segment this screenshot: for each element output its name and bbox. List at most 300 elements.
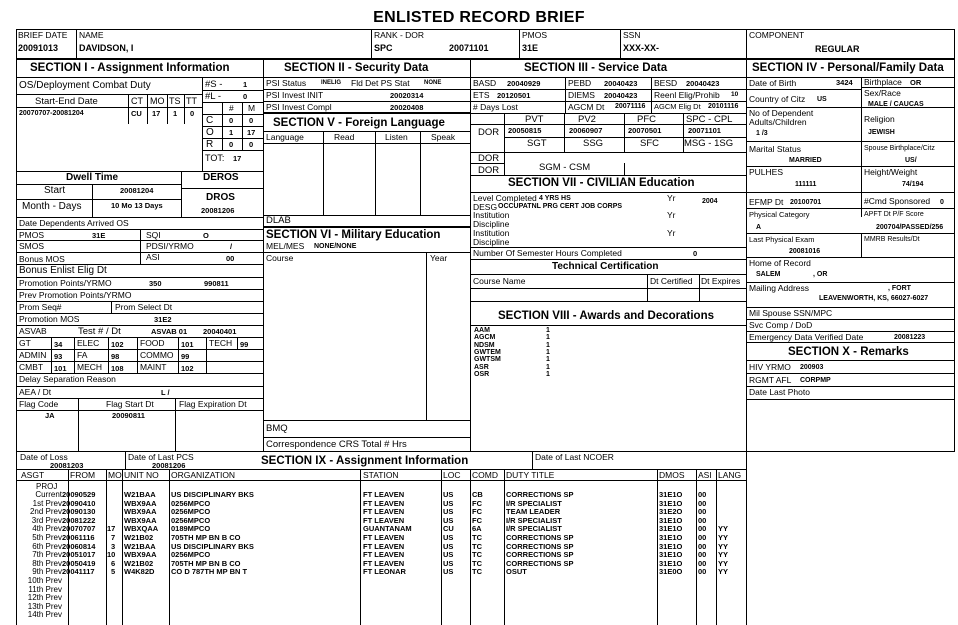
ets-value: 20120501 xyxy=(497,91,531,100)
assignment-cell-station: FT LEAVEN xyxy=(363,498,405,508)
promotion-points-value: 350 xyxy=(149,279,162,288)
test-number-value: ASVAB 01 xyxy=(151,327,188,336)
mo-header: MO xyxy=(150,96,165,106)
assignment-cell-comd: FC xyxy=(472,498,482,508)
assignment-cell-duty: OSUT xyxy=(506,567,527,577)
num-l-label: #L - xyxy=(205,91,222,102)
assignment-cell-lang: YY xyxy=(718,533,729,542)
dor-value: 20071101 xyxy=(449,43,489,53)
assignment-cell-duty: I/R SPECIALIST xyxy=(506,515,562,525)
semester-hours-label: Number Of Semester Hours Completed xyxy=(473,248,622,258)
rank-label: RANK - DOR xyxy=(374,30,425,40)
award-count: 1 xyxy=(546,356,550,364)
asi-value: 00 xyxy=(226,254,235,263)
rank-header: PFC xyxy=(637,114,656,125)
religion-value: JEWISH xyxy=(868,129,895,136)
table-column-divider xyxy=(106,469,107,625)
bmq-label: BMQ xyxy=(266,423,288,434)
country-label: Country of Citz xyxy=(749,94,806,104)
tot-value: 17 xyxy=(233,154,242,163)
apft-value: 200704/PASSED/256 xyxy=(876,224,944,231)
assignment-cell-asi: 00 xyxy=(698,550,707,560)
assignment-cell-asi: 00 xyxy=(698,515,707,525)
assignment-cell-loc: US xyxy=(443,515,454,525)
assignment-cell-duty: CORRECTIONS SP xyxy=(506,490,574,499)
assignment-cell-duty: CORRECTIONS SP xyxy=(506,533,574,542)
assignment-row-label: 1st Prev xyxy=(32,498,62,508)
pulhes-value: 111111 xyxy=(795,181,817,188)
dwell-start-label: Start xyxy=(44,185,66,196)
assignment-cell-station: FT LEAVEN xyxy=(363,541,405,551)
asvab-score-label: ADMIN xyxy=(19,350,47,360)
rank-dor-value: 20060907 xyxy=(569,126,603,135)
assignment-cell-asi: 00 xyxy=(698,541,707,551)
assignment-cell-unit: WBX9AA xyxy=(124,515,157,525)
assignment-header: MO xyxy=(108,470,122,480)
assignment-cell-asi: 00 xyxy=(698,533,707,542)
hash-header: # xyxy=(229,103,234,113)
assignment-cell-dmos: 31E1O xyxy=(659,490,683,499)
assignment-cell-asi: 00 xyxy=(698,558,707,568)
dlab-label: DLAB xyxy=(266,215,291,226)
days-lost-label: # Days Lost xyxy=(473,102,518,112)
flag-start-label: Flag Start Dt xyxy=(106,399,154,409)
assignment-cell-comd: TC xyxy=(472,541,482,551)
assignment-cell-lang: YY xyxy=(718,558,729,568)
assignment-row-label: Current xyxy=(35,490,62,499)
assignment-cell-lang: YY xyxy=(718,567,729,577)
diems-value: 20040423 xyxy=(604,91,638,100)
aea-value: L / xyxy=(161,388,170,397)
assignment-cell-org: US DISCIPLINARY BKS xyxy=(171,541,254,551)
asvab-score-label: FA xyxy=(77,350,88,360)
rank-header-2: SGT xyxy=(527,138,547,149)
reenl-value: 10 xyxy=(731,91,739,98)
asvab-score-value: 93 xyxy=(54,352,63,361)
rank-header-2: MSG - 1SG xyxy=(684,138,734,149)
semester-hours-value: 0 xyxy=(693,249,698,258)
assignment-cell-station: FT LEAVEN xyxy=(363,558,405,568)
table-column-divider xyxy=(169,469,170,625)
apft-label: APFT Dt P/F Score xyxy=(864,211,924,218)
assignment-cell-dmos: 31E1O xyxy=(659,550,683,560)
r-months: 0 xyxy=(249,140,254,149)
institution-label-2: Institution xyxy=(473,228,510,238)
assignment-cell-org: 0256MPCO xyxy=(171,550,211,560)
discipline-label-2: Discipline xyxy=(473,237,510,247)
mailing-address-line-2: LEAVENWORTH, KS, 66027-6027 xyxy=(819,295,929,302)
dros-value: 20081206 xyxy=(201,206,235,215)
deros-label: DEROS xyxy=(203,172,239,183)
o-count: 1 xyxy=(229,128,234,137)
assignment-header: ASGT xyxy=(21,470,45,480)
agcm-elig-value: 20101116 xyxy=(708,103,739,110)
promotion-points-label: Promotion Points/YRMO xyxy=(19,278,112,288)
award-code: OSR xyxy=(474,370,490,378)
rank-header-2: SFC xyxy=(640,138,659,149)
rank-header: SPC - CPL xyxy=(686,114,733,125)
assignment-cell-from: 20070707 xyxy=(62,524,96,534)
fld-det-label: Fld Det PS Stat xyxy=(351,78,410,88)
assignment-cell-dmos: 31E2O xyxy=(659,507,683,517)
section-8-title: SECTION VIII - Awards and Decorations xyxy=(498,310,714,322)
asvab-score-value: 101 xyxy=(181,340,194,349)
dt-certified-header: Dt Certified xyxy=(650,276,693,286)
assignment-cell-org: 0256MPCO xyxy=(171,515,211,525)
section-1-title: SECTION I - Assignment Information xyxy=(30,62,230,74)
assignment-header: COMD xyxy=(472,470,498,480)
last-physical-value: 20081016 xyxy=(789,248,821,255)
award-code: ASR xyxy=(474,363,489,371)
assignment-cell-asi: 00 xyxy=(698,567,707,577)
assignment-cell-asi: 00 xyxy=(698,507,707,517)
rgmt-value: CORPMP xyxy=(800,377,831,384)
delay-separation-label: Delay Separation Reason xyxy=(19,374,116,384)
assignment-cell-lang: YY xyxy=(718,541,729,551)
name-label: NAME xyxy=(79,30,104,40)
table-column-divider xyxy=(504,469,505,625)
assignment-cell-unit: W21BAA xyxy=(124,490,156,499)
assignment-cell-org: 0256MPCO xyxy=(171,498,211,508)
assignment-cell-duty: CORRECTIONS SP xyxy=(506,550,574,560)
assignment-cell-unit: WBX9AA xyxy=(124,550,157,560)
assignment-header: FROM xyxy=(70,470,96,480)
last-pcs-value: 20081206 xyxy=(152,461,186,470)
desg-label: DESG xyxy=(473,202,498,212)
asvab-score-value: 99 xyxy=(240,340,249,349)
dor-label-1: DOR xyxy=(478,127,500,138)
yr-label-3: Yr xyxy=(667,228,676,238)
assignment-cell-mo: 17 xyxy=(107,524,116,534)
c-count: 0 xyxy=(229,116,234,125)
assignment-row-label: 11th Prev xyxy=(28,584,62,594)
pdsi-label: PDSI/YRMO xyxy=(146,241,194,251)
assignment-row-label: 14th Prev xyxy=(27,610,62,620)
asvab-score-label: FOOD xyxy=(140,338,165,348)
marital-status-value: MARRIED xyxy=(789,157,822,164)
prev-promotion-label: Prev Promotion Points/YRMO xyxy=(19,290,132,300)
assignment-cell-loc: US xyxy=(443,490,454,499)
section-7-title: SECTION VII - CIVILIAN Education xyxy=(508,177,695,189)
assignment-cell-loc: US xyxy=(443,567,454,577)
adults-children-label: Adults/Children xyxy=(749,117,807,127)
rank-header-2: SSG xyxy=(583,138,604,149)
assignment-cell-comd: FC xyxy=(472,507,482,517)
institution-label-1: Institution xyxy=(473,210,510,220)
assignment-cell-dmos: 31E1O xyxy=(659,498,683,508)
ssn-label: SSN xyxy=(623,30,641,40)
yr-value-1: 2004 xyxy=(702,198,718,205)
assignment-cell-mo: 7 xyxy=(111,533,116,542)
svc-comp-label: Svc Comp / DoD xyxy=(749,320,813,330)
assignment-row-label: 7th Prev xyxy=(32,550,62,560)
assignment-cell-comd: TC xyxy=(472,558,482,568)
table-column-divider xyxy=(122,469,123,625)
award-count: 1 xyxy=(546,334,550,342)
dwell-time-label: Dwell Time xyxy=(66,172,119,183)
dt-expires-header: Dt Expires xyxy=(701,276,741,286)
asvab-score-value: 101 xyxy=(54,364,67,373)
assignment-cell-station: FT LEAVEN xyxy=(363,533,405,542)
flag-expiration-label: Flag Expiration Dt xyxy=(179,399,247,409)
assignment-cell-from: 20090529 xyxy=(62,490,96,499)
assignment-row-label: 9th Prev xyxy=(32,567,62,577)
award-count: 1 xyxy=(546,341,550,349)
table-column-divider xyxy=(696,469,697,625)
correspondence-label: Correspondence CRS Total # Hrs xyxy=(266,439,407,450)
proj-label: PROJ xyxy=(36,482,58,491)
asvab-score-value: 102 xyxy=(111,340,124,349)
rank-dor-value: 20071101 xyxy=(688,126,721,135)
month-days-value: 10 Mo 13 Days xyxy=(111,201,163,210)
m-header: M xyxy=(248,103,256,113)
assignment-cell-unit: W4K82D xyxy=(124,567,155,577)
os-deployment-label: OS/Deployment Combat Duty xyxy=(19,80,151,91)
yr-label-1: Yr xyxy=(667,193,676,203)
assignment-row-label: 4th Prev xyxy=(32,524,62,534)
assignment-cell-org: 705TH MP BN B CO xyxy=(171,533,241,542)
assignment-cell-duty: I/R SPECIALIST xyxy=(506,524,562,534)
rank-header: PV2 xyxy=(578,114,596,125)
emergency-data-value: 20081223 xyxy=(894,334,926,341)
mel-mes-value: NONE/NONE xyxy=(314,243,357,250)
assignment-cell-lang: YY xyxy=(718,550,729,560)
psi-status-label: PSI Status xyxy=(266,78,307,88)
fld-det-value: NONE xyxy=(424,80,442,86)
brief-date-label: BRIEF DATE xyxy=(18,30,68,40)
psi-compl-label: PSI Invest Compl xyxy=(266,102,332,112)
assignment-header: DUTY TITLE xyxy=(506,470,555,480)
asvab-score-value: 99 xyxy=(181,352,190,361)
r-label: R xyxy=(206,139,214,150)
asvab-score-label: TECH xyxy=(209,338,233,348)
cmd-sponsored-label: #Cmd Sponsored xyxy=(864,196,931,206)
assignment-cell-from: 20041117 xyxy=(62,567,95,577)
bonus-mos-label: Bonus MOS xyxy=(19,254,65,264)
deploy-row-tt: 0 xyxy=(190,109,195,118)
dor-label-2: DOR xyxy=(478,153,500,164)
speak-header: Speak xyxy=(431,132,456,142)
c-months: 0 xyxy=(249,116,254,125)
assignment-cell-comd: 6A xyxy=(472,524,482,534)
assignment-cell-mo: 3 xyxy=(111,541,116,551)
o-label: O xyxy=(206,127,214,138)
assignment-header: STATION xyxy=(363,470,399,480)
assignment-cell-mo: 5 xyxy=(111,567,116,577)
physical-category-label: Physical Category xyxy=(749,210,810,219)
ets-label: ETS xyxy=(473,90,490,100)
dob-label: Date of Birth xyxy=(749,78,797,88)
assignment-cell-unit: W21B02 xyxy=(124,533,154,542)
mel-mes-label: MEL/MES xyxy=(266,241,305,251)
flag-code-label: Flag Code xyxy=(19,399,59,409)
assignment-cell-station: GUANTANAM xyxy=(363,524,412,534)
assignment-cell-loc: US xyxy=(443,498,454,508)
asvab-score-label: MECH xyxy=(77,362,103,372)
assignment-cell-dmos: 31E1O xyxy=(659,533,683,542)
table-column-divider xyxy=(360,469,361,625)
sqi-label: SQI xyxy=(146,230,161,240)
course-name-header: Course Name xyxy=(473,276,526,286)
date-last-photo-label: Date Last Photo xyxy=(749,387,810,397)
basd-label: BASD xyxy=(473,78,497,88)
assignment-cell-from: 20090130 xyxy=(62,507,96,517)
pmos-label: PMOS xyxy=(522,30,548,40)
assignment-cell-loc: US xyxy=(443,541,454,551)
emergency-data-label: Emergency Data Verified Date xyxy=(749,332,864,342)
assignment-header: UNIT NO xyxy=(124,470,159,480)
num-s-value: 1 xyxy=(243,80,248,89)
assignment-cell-org: 0189MPCO xyxy=(171,524,211,534)
award-code: GWTEM xyxy=(474,348,501,356)
award-count: 1 xyxy=(546,348,550,356)
assignment-cell-loc: US xyxy=(443,507,454,517)
spouse-birthplace-value: US/ xyxy=(905,157,917,164)
assignment-cell-from: 20081222 xyxy=(62,515,96,525)
assignment-cell-org: US DISCIPLINARY BKS xyxy=(171,490,254,499)
psi-status-value: INELIG xyxy=(321,80,342,86)
mmrb-label: MMRB Results/Dt xyxy=(864,236,920,243)
cmd-sponsored-value: 0 xyxy=(940,199,944,206)
date-of-loss-label: Date of Loss xyxy=(20,452,68,462)
last-physical-label: Last Physical Exam xyxy=(749,235,815,244)
prom-select-label: Prom Select Dt xyxy=(115,302,173,312)
hiv-label: HIV YRMO xyxy=(749,362,791,372)
name-value: DAVIDSON, I xyxy=(79,43,134,53)
deploy-row-ct: CU xyxy=(131,109,142,118)
tt-header: TT xyxy=(186,96,197,106)
psi-init-value: 20020314 xyxy=(390,91,424,100)
smos-label: SMOS xyxy=(19,241,45,251)
rank-header: PVT xyxy=(525,114,544,125)
psi-init-label: PSI Invest INIT xyxy=(266,90,324,100)
assignment-row-label: 2nd Prev xyxy=(29,507,62,517)
assignment-cell-dmos: 31E0O xyxy=(659,567,683,577)
efmp-label: EFMP Dt xyxy=(749,197,784,207)
assignment-cell-station: FT LEONAR xyxy=(363,567,406,577)
assignment-cell-from: 20061116 xyxy=(62,533,95,542)
listen-header: Listen xyxy=(385,132,408,142)
section-10-box xyxy=(746,342,955,452)
r-count: 0 xyxy=(229,140,234,149)
deploy-row-mo: 17 xyxy=(152,109,161,118)
agcm-elig-label: AGCM Elig Dt xyxy=(654,102,701,111)
assignment-header: DMOS xyxy=(659,470,685,480)
promotion-mos-label: Promotion MOS xyxy=(19,314,80,324)
home-of-record-value: SALEM xyxy=(756,271,781,278)
num-s-label: #S - xyxy=(205,79,223,90)
religion-label: Religion xyxy=(864,114,895,124)
assignment-cell-asi: 00 xyxy=(698,524,707,534)
section-9-title: SECTION IX - Assignment Information xyxy=(261,455,469,467)
assignment-cell-comd: TC xyxy=(472,567,482,577)
assignment-cell-from: 20090410 xyxy=(62,498,96,508)
yr-label-2: Yr xyxy=(667,210,676,220)
pulhes-label: PULHES xyxy=(749,167,784,177)
assignment-cell-lang: YY xyxy=(718,524,729,534)
assignment-row-label: 3rd Prev xyxy=(31,515,62,525)
assignment-cell-comd: TC xyxy=(472,550,482,560)
assignment-cell-loc: CU xyxy=(443,524,454,534)
asvab-score-label: GT xyxy=(19,338,31,348)
assignment-cell-duty: TEAM LEADER xyxy=(506,507,561,517)
marital-status-label: Marital Status xyxy=(749,144,801,154)
assignment-cell-loc: US xyxy=(443,550,454,560)
award-code: AAM xyxy=(474,327,490,334)
language-header: Language xyxy=(266,132,304,142)
start-end-date-label: Start-End Date xyxy=(35,96,98,107)
deploy-row-dates: 20070707-20081204 xyxy=(19,110,84,117)
asi-label: ASI xyxy=(146,252,160,262)
component-value: REGULAR xyxy=(815,44,860,54)
asvab-score-label: MAINT xyxy=(140,362,167,372)
assignment-cell-comd: TC xyxy=(472,533,482,542)
diems-label: DIEMS xyxy=(568,90,595,100)
section-8-box xyxy=(470,301,747,452)
assignment-cell-dmos: 31E1O xyxy=(659,558,683,568)
award-code: GWTSM xyxy=(474,356,501,364)
asvab-score-label: COMMO xyxy=(140,350,174,360)
height-weight-label: Height/Weight xyxy=(864,167,918,177)
level-completed-label: Level Completed xyxy=(473,193,537,203)
num-l-value: 0 xyxy=(243,92,248,101)
asvab-score-label: CMBT xyxy=(19,362,44,372)
page-title: ENLISTED RECORD BRIEF xyxy=(373,9,585,26)
no-dependent-label: No of Dependent xyxy=(749,108,814,118)
ts-header: TS xyxy=(169,96,181,106)
table-header-divider xyxy=(16,480,747,481)
date-dependents-label: Date Dependents Arrived OS xyxy=(19,218,129,228)
assignment-row-label: 10th Prev xyxy=(27,576,62,585)
sex-race-value: MALE / CAUCAS xyxy=(868,101,924,108)
agcm-value: 20071116 xyxy=(615,103,646,110)
section-4-title: SECTION IV - Personal/Family Data xyxy=(752,62,944,74)
asvab-score-label: ELEC xyxy=(77,338,100,348)
adults-children-value: 1 /3 xyxy=(756,130,768,137)
assignment-cell-station: FT LEAVEN xyxy=(363,490,405,499)
assignment-cell-unit: W21B02 xyxy=(124,558,154,568)
sex-race-label: Sex/Race xyxy=(864,88,901,98)
rgmt-label: RGMT AFL xyxy=(749,375,792,385)
assignment-cell-from: 20050419 xyxy=(62,558,96,568)
tot-label: TOT: xyxy=(205,153,225,163)
component-label: COMPONENT xyxy=(749,30,805,40)
rank-dor-value: 20050815 xyxy=(508,126,542,135)
assignment-cell-dmos: 31E1O xyxy=(659,524,683,534)
aea-label: AEA / Dt xyxy=(19,387,52,397)
ct-header: CT xyxy=(131,96,143,106)
test-date-value: 20040401 xyxy=(203,327,237,336)
assignment-cell-station: FT LEAVEN xyxy=(363,550,405,560)
test-dt-label: Test # / Dt xyxy=(78,326,121,337)
assignment-header: LOC xyxy=(443,470,461,480)
pdsi-value: / xyxy=(230,242,233,251)
efmp-value: 20100701 xyxy=(790,199,822,206)
assignment-cell-comd: CB xyxy=(472,490,483,499)
assignment-cell-mo: 10 xyxy=(107,550,116,560)
basd-value: 20040929 xyxy=(507,79,541,88)
reenl-label: Reenl Elig/Prohib xyxy=(654,90,720,100)
section-10-title: SECTION X - Remarks xyxy=(788,346,909,358)
assignment-cell-asi: 00 xyxy=(698,498,707,508)
home-of-record-state: , OR xyxy=(813,271,828,278)
assignment-header: ORGANIZATION xyxy=(171,470,236,480)
asvab-score-value: 108 xyxy=(111,364,124,373)
mil-spouse-label: Mil Spouse SSN/MPC xyxy=(749,308,833,318)
physical-category-value: A xyxy=(756,224,762,231)
home-of-record-label: Home of Record xyxy=(749,258,811,268)
assignment-cell-org: CO D 787TH MP BN T xyxy=(171,567,248,577)
